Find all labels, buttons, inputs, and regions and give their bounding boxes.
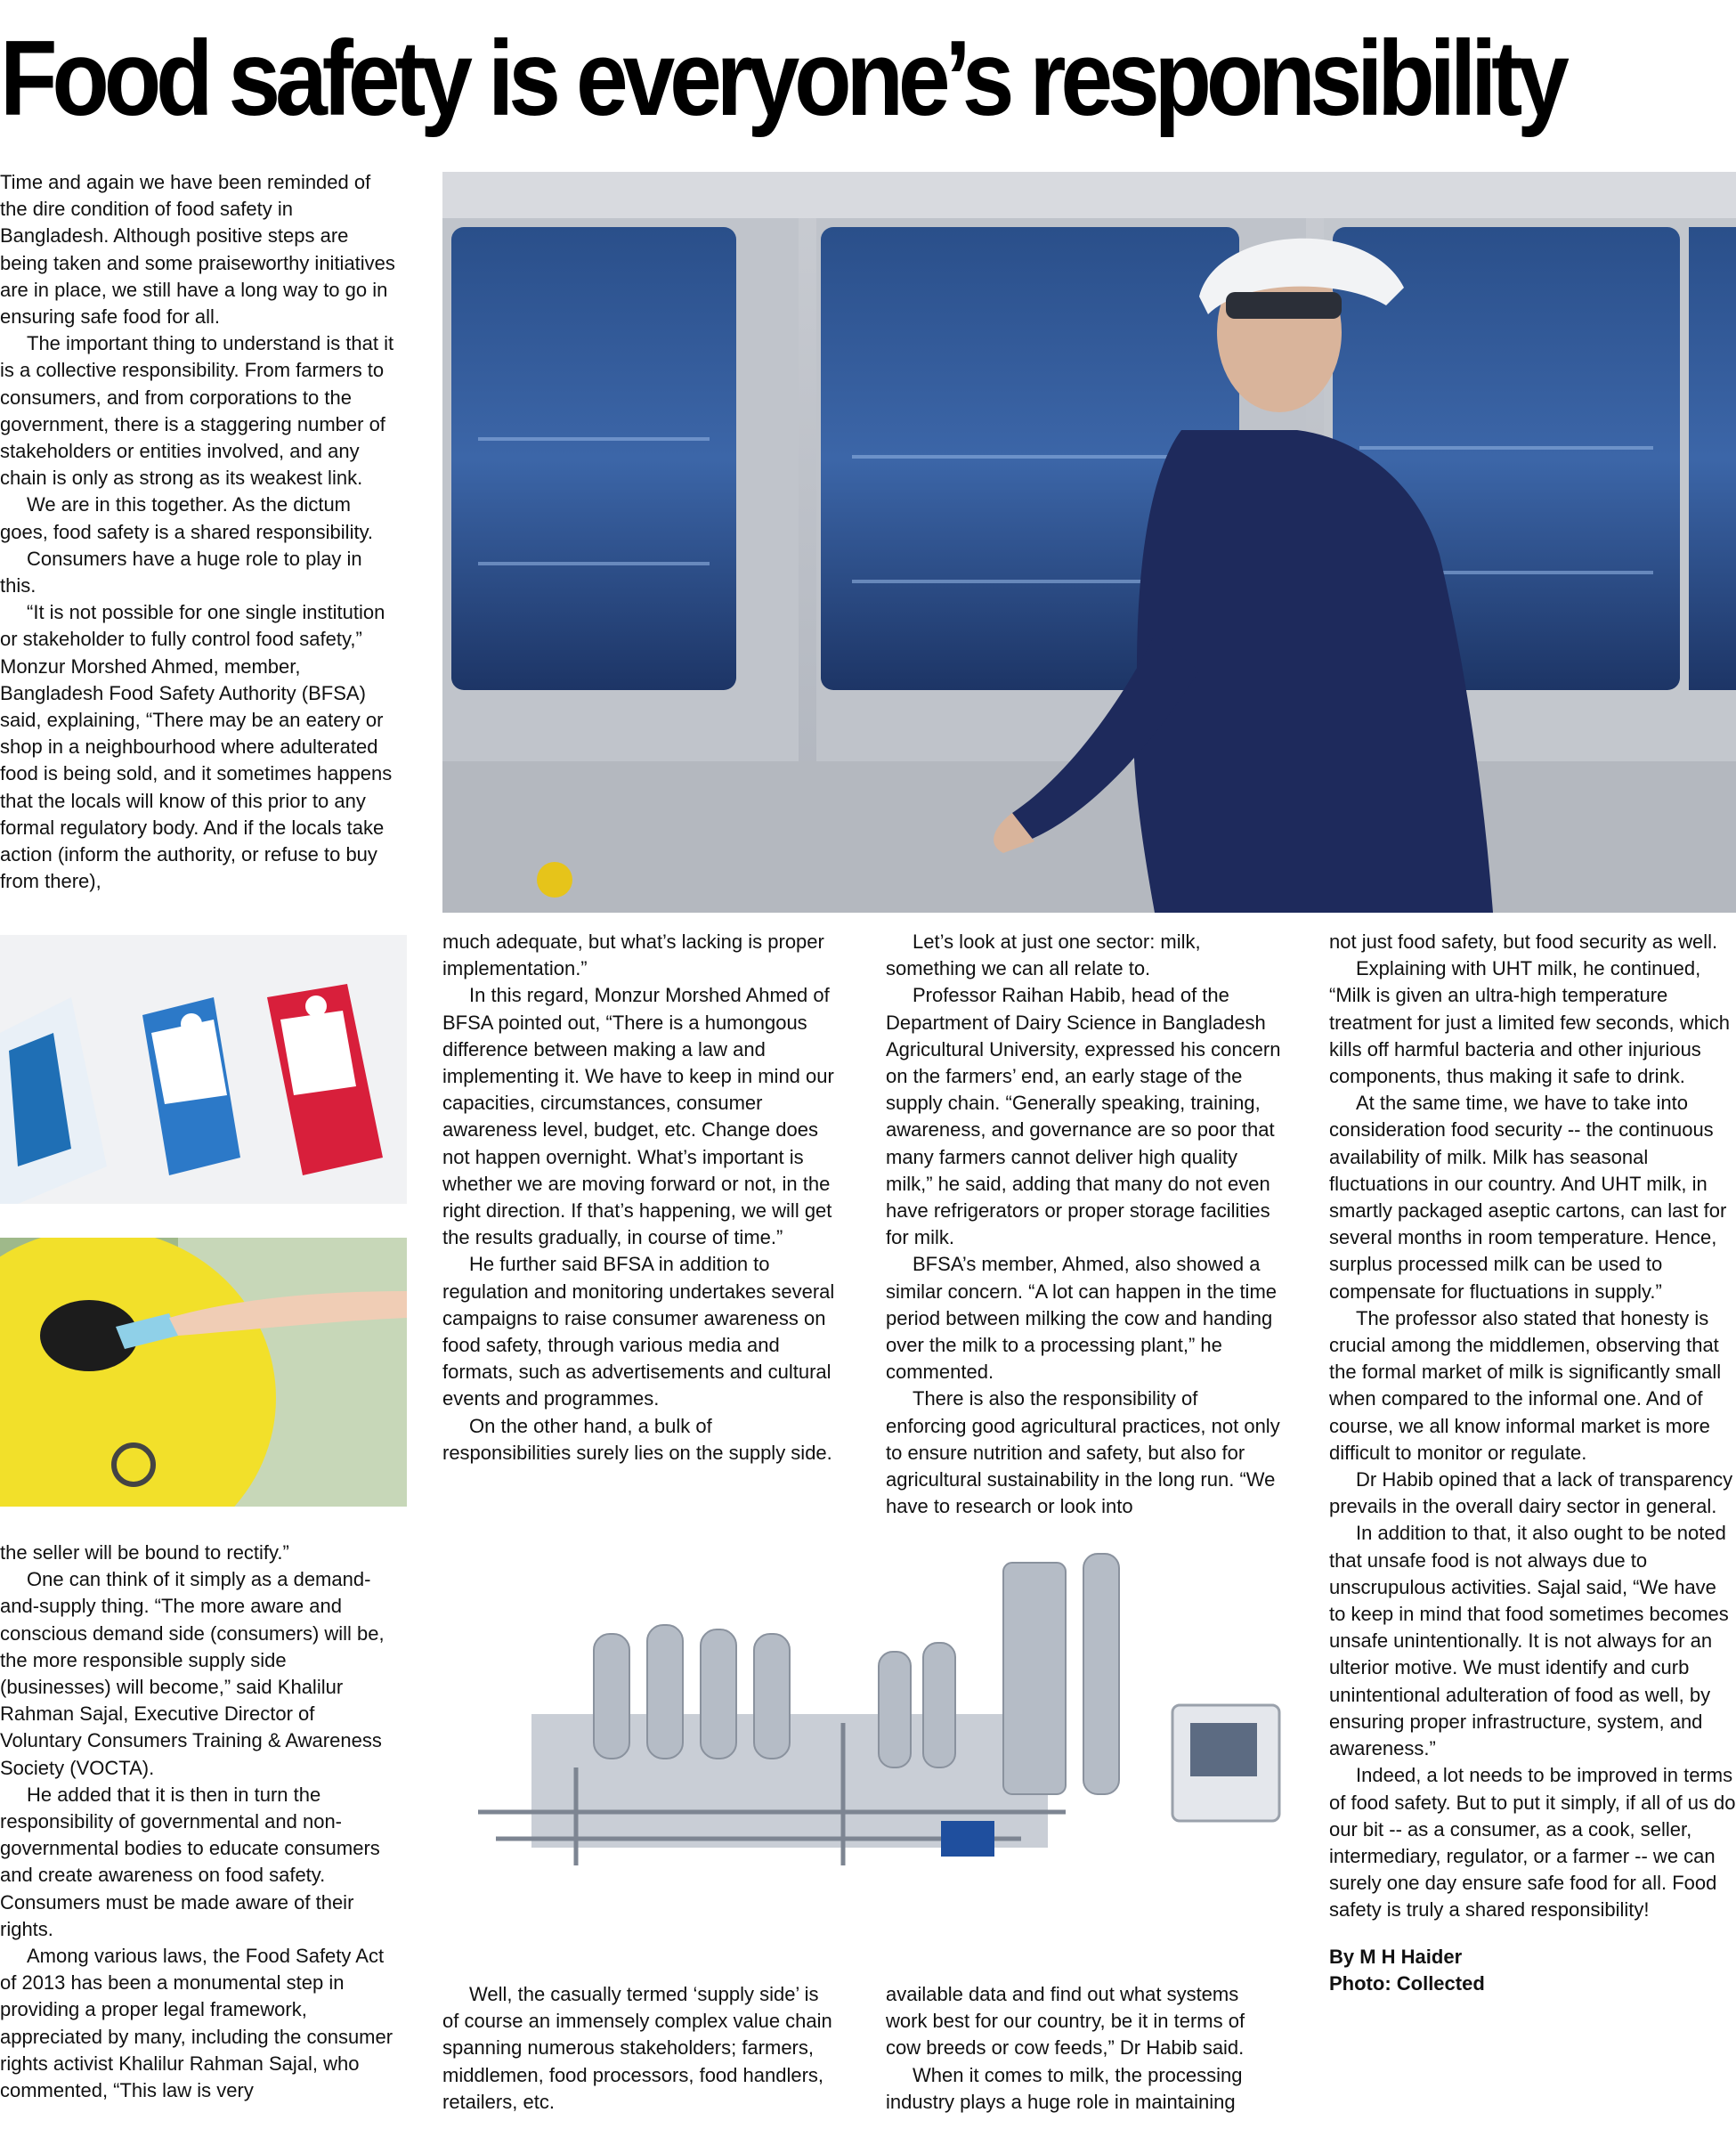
paragraph: much adequate, but what’s lacking is proper implementation.”: [442, 930, 824, 980]
paragraph: At the same time, we have to take into consideration food security -- the continuous availability of milk. Milk has seasonal fluctuations in our country. And UHT milk, in smartly packaged aseptic cartons, can last for several months in room temperature. Hence, surplus processed milk can be used to compensate for fluctuations in supply.”: [1329, 1092, 1727, 1303]
paragraph: We are in this together. As the dictum goes, food safety is a shared responsibility.: [0, 493, 374, 543]
photo-credit: Photo: Collected: [1329, 1971, 1485, 1995]
article-column-3-top: [886, 929, 1282, 1520]
article-column-2-bottom: [442, 1981, 839, 2116]
paragraph: He further said BFSA in addition to regulation and monitoring undertakes several campaigns to raise consumer awareness on food safety, through various media and formats, such as advertisements and cultural events and programmes.: [442, 1253, 835, 1410]
headline: Food safety is everyone’s responsibility: [0, 19, 1564, 138]
paragraph: available data and find out what systems work best for our country, be it in terms of cow breeds or cow feeds,” Dr Habib said.: [886, 1983, 1245, 2060]
paragraph: There is also the responsibility of enforcing good agricultural practices, not only to ensure nutrition and safety, but also for agricultural sustainability in the long run. “We have to research or look into: [886, 1387, 1280, 1518]
paragraph: Well, the casually termed ‘supply side’ is of course an immensely complex value chain spanning numerous stakeholders; farmers, middlemen, food processors, food handlers, retailers, etc.: [442, 1983, 832, 2113]
article-column-2-top: [442, 929, 839, 1467]
article-column-1-bottom: [0, 1540, 396, 2104]
recycling-bin-photo: [0, 1238, 407, 1507]
paragraph: Professor Raihan Habib, head of the Department of Dairy Science in Bangladesh Agricultural University, expressed his concern on the farmers’ end, an early stage of the supply chain. “Generally speaking, training, awareness, and governance are so poor that many farmers cannot deliver high quality milk,” he said, adding that many do not even have refrigerators or proper storage facilities for milk.: [886, 984, 1281, 1249]
paragraph: Let’s look at just one sector: milk, something we can all relate to.: [886, 930, 1201, 980]
processing-plant-photo: [442, 1545, 1282, 1910]
paragraph: Indeed, a lot needs to be improved in terms of food safety. But to put it simply, if all of us do our bit -- as a consumer, as a cook, seller, intermediary, regulator, or a farmer -- we can surely one day ensure safe food for all. Food safety is truly a shared responsibility!: [1329, 1764, 1736, 1922]
paragraph: BFSA’s member, Ahmed, also showed a similar concern. “A lot can happen in the time period between milking the cow and handing over the milk to a processing plant,” he commented.: [886, 1253, 1278, 1384]
article-column-1-top: [0, 169, 396, 895]
paragraph: One can think of it simply as a demand-and-supply thing. “The more aware and conscious demand side (consumers) will be, the more responsible supply side (businesses) will become,” said Khalilur Rahman Sajal, Executive Director of Voluntary Consumers Training & Awareness Society (VOCTA).: [0, 1568, 385, 1779]
paragraph: In addition to that, it also ought to be noted that unsafe food is not always due to unscrupulous activities. Sajal said, “We have to keep in mind that food sometimes becomes unsafe unintentionally. It is not always for an ulterior motive. We must identify and curb unintentional adulteration of food as well, by ensuring proper infrastructure, system, and awareness.”: [1329, 1522, 1729, 1760]
article-column-4: [1329, 929, 1736, 1997]
paragraph: In this regard, Monzur Morshed Ahmed of BFSA pointed out, “There is a humongous difference between making a law and implementing it. We have to keep in mind our capacities, circumstances, consumer awareness level, budget, etc. Change does not happen overnight. What’s important is whether we are moving forward or not, in the right direction. If that’s happening, we will get the results gradually, in course of time.”: [442, 984, 834, 1249]
paragraph: He added that it is then in turn the responsibility of governmental and non-governmental bodies to educate consumers and create awareness on food safety. Consumers must be made aware of their rights.: [0, 1783, 380, 1940]
paragraph: not just food safety, but food security as well.: [1329, 930, 1718, 953]
factory-worker-photo: [442, 172, 1736, 913]
paragraph: Time and again we have been reminded of the dire condition of food safety in Bangladesh. Although positive steps are being taken and some praiseworthy initiatives are in place, we still have a long way to go in ensuring safe food for all.: [0, 171, 395, 329]
paragraph: Among various laws, the Food Safety Act of 2013 has been a monumental step in providing a proper legal framework, appreciated by many, including the consumer rights activist Khalilur Rahman Sajal, who commented, “This law is very: [0, 1945, 393, 2102]
paragraph: The professor also stated that honesty is crucial among the middlemen, observing that the formal market of milk is significantly small when compared to the informal one. And of course, we all know informal market is more difficult to monitor or regulate.: [1329, 1306, 1722, 1464]
paragraph: Dr Habib opined that a lack of transparency prevails in the overall dairy sector in general.: [1329, 1468, 1733, 1518]
paragraph: Explaining with UHT milk, he continued, “Milk is given an ultra-high temperature treatment for just a limited few seconds, which kills off harmful bacteria and other injurious components, thus making it safe to drink.: [1329, 957, 1730, 1088]
paragraph: the seller will be bound to rectify.”: [0, 1541, 289, 1564]
paragraph: Consumers have a huge role to play in this.: [0, 547, 362, 597]
paragraph: The important thing to understand is that it is a collective responsibility. From farmers to consumers, and from corporations to the government, there is a staggering number of stakeholders or entities involved, and any chain is only as strong as its weakest link.: [0, 332, 394, 490]
paragraph: On the other hand, a bulk of responsibilities surely lies on the supply side.: [442, 1414, 832, 1464]
paragraph: “It is not possible for one single institution or stakeholder to fully control food safety,” Monzur Morshed Ahmed, member, Bangladesh Food Safety Authority (BFSA) said, explaining, “There may be an eatery or shop in a neighbourhood where adulterated food is being sold, and it sometimes happens that the locals will know of this prior to any formal regulatory body. And if the locals take action (inform the authority, or refuse to buy from there),: [0, 601, 393, 893]
article-column-3-bottom: [886, 1981, 1282, 2116]
author-byline: By M H Haider: [1329, 1945, 1463, 1968]
paragraph: When it comes to milk, the processing industry plays a huge role in maintaining: [886, 2063, 1243, 2113]
milk-cartons-photo: [0, 935, 407, 1204]
